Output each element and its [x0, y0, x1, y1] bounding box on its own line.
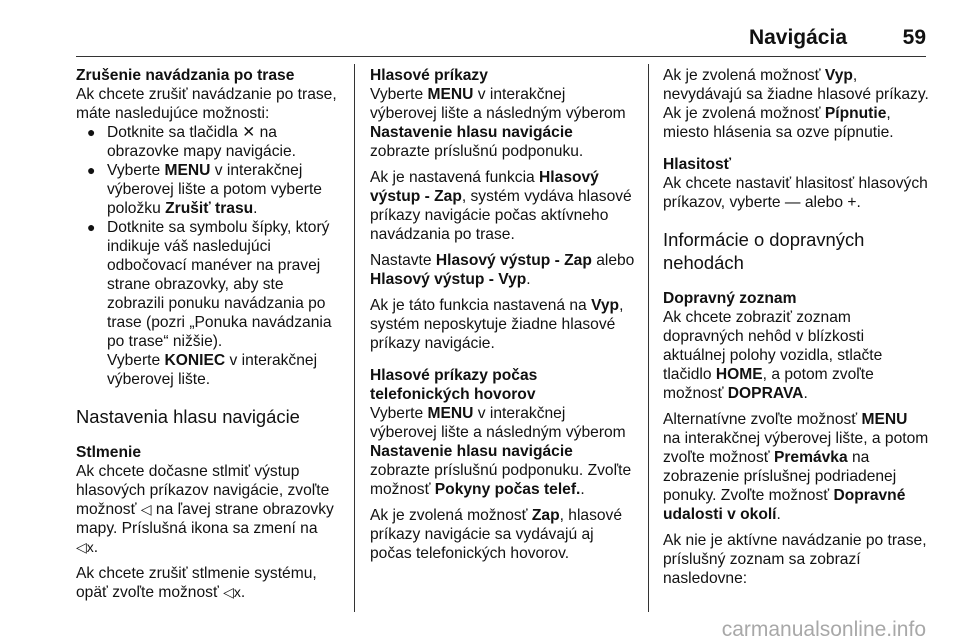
- paragraph: Ak je zvolená možnosť Zap, hlasové príkazy navigácie sa vydávajú aj počas telefonických hovorov.: [370, 507, 623, 562]
- bullet-icon: ●: [87, 162, 96, 178]
- subheading-traffic-list: Dopravný zoznam: [663, 290, 797, 307]
- section-heading-voice-settings: Nastavenia hlasu navigácie: [76, 406, 300, 427]
- column-divider-2: [648, 64, 649, 612]
- page-title: Navigácia: [748, 26, 847, 49]
- speaker-muted-icon: ◁x: [223, 584, 241, 600]
- subheading-mute: Stlmenie: [76, 444, 141, 461]
- page-header: [0, 0, 960, 55]
- paragraph: Ak chcete dočasne stlmiť výstup hlasových príkazov navigácie, zvoľte možnosť ◁ na ľavej strane obrazovky mapy. Príslušná ikona sa zmení na ◁x.: [76, 463, 334, 556]
- section-heading-traffic-info: Informácie o dopravných nehodách: [663, 229, 865, 273]
- close-icon: ✕: [242, 124, 256, 141]
- bullet-icon: ●: [87, 219, 96, 235]
- paragraph: Nastavte Hlasový výstup - Zap alebo Hlasový výstup - Vyp.: [370, 252, 635, 288]
- plus-icon: +: [847, 194, 857, 211]
- watermark: carmanualsonline.info: [721, 618, 926, 641]
- speaker-icon: ◁: [140, 501, 152, 517]
- list-item: ● Dotknite sa tlačidla ✕ na obrazovke mapy navigácie.: [87, 124, 296, 160]
- section-heading-cancel-guidance: Zrušenie navádzania po trase: [76, 67, 295, 84]
- column-divider-1: [354, 64, 355, 612]
- column-2: [370, 66, 636, 563]
- list-item: ● Dotknite sa symbolu šípky, ktorý indikuje váš nasledujúci odbočovací manéver na pravej strane obrazovky, aby ste zobrazili ponuku navádzania po trase (pozri „Ponuka navádzania po trase“ nižšie).: [87, 219, 332, 350]
- subheading-prompts-during-calls: Hlasové príkazy počas telefonických hovorov: [370, 367, 538, 403]
- minus-icon: —: [784, 194, 801, 211]
- column-3: [663, 66, 929, 588]
- list-subparagraph: Vyberte KONIEC v interakčnej výberovej lište.: [107, 352, 318, 388]
- subheading-voice-prompts: Hlasové príkazy: [370, 67, 488, 84]
- paragraph: Vyberte MENU v interakčnej výberovej lište a následným výberom Nastavenie hlasu navigácie zobrazte príslušnú podponuku. Zvoľte možnosť Pokyny počas telef..: [370, 405, 632, 498]
- paragraph: Ak chcete zobraziť zoznam dopravných nehôd v blízkosti aktuálnej polohy vozidla, stlačte tlačidlo HOME, a potom zvoľte možnosť DOPRAVA.: [663, 309, 883, 402]
- paragraph: Alternatívne zvoľte možnosť MENU na interakčnej výberovej lište, a potom zvoľte možnosť Premávka na zobrazenie príslušnej podriadenej ponuky. Zvoľte možnosť Dopravné udalosti v okolí.: [663, 411, 929, 523]
- column-1: [76, 66, 342, 602]
- header-rule: [76, 56, 926, 57]
- paragraph: Ak chcete nastaviť hlasitosť hlasových príkazov, vyberte — alebo +.: [663, 175, 928, 211]
- paragraph: Ak je zvolená možnosť Vyp, nevydávajú sa žiadne hlasové príkazy. Ak je zvolená možnosť Pípnutie, miesto hlásenia sa ozve pípnutie.: [663, 67, 929, 141]
- speaker-muted-icon: ◁x: [76, 539, 94, 555]
- bullet-icon: ●: [87, 124, 96, 140]
- paragraph: Vyberte MENU v interakčnej výberovej lište a následným výberom Nastavenie hlasu navigácie zobrazte príslušnú podponuku.: [370, 86, 626, 160]
- paragraph: Ak je nastavená funkcia Hlasový výstup - Zap, systém vydáva hlasové príkazy navigácie počas aktívneho navádzania po trase.: [370, 169, 632, 243]
- list-item: ● Vyberte MENU v interakčnej výberovej lište a potom vyberte položku Zrušiť trasu.: [87, 162, 322, 217]
- paragraph: Ak chcete zrušiť stlmenie systému, opäť zvoľte možnosť ◁x.: [76, 565, 317, 601]
- paragraph: Ak nie je aktívne navádzanie po trase, príslušný zoznam sa zobrazí nasledovne:: [663, 532, 927, 587]
- paragraph: Ak chcete zrušiť navádzanie po trase, máte nasledujúce možnosti:: [76, 86, 337, 122]
- subheading-volume: Hlasitosť: [663, 156, 732, 173]
- page-number: 59: [902, 26, 926, 49]
- paragraph: Ak je táto funkcia nastavená na Vyp, systém neposkytuje žiadne hlasové príkazy navigácie.: [370, 297, 624, 352]
